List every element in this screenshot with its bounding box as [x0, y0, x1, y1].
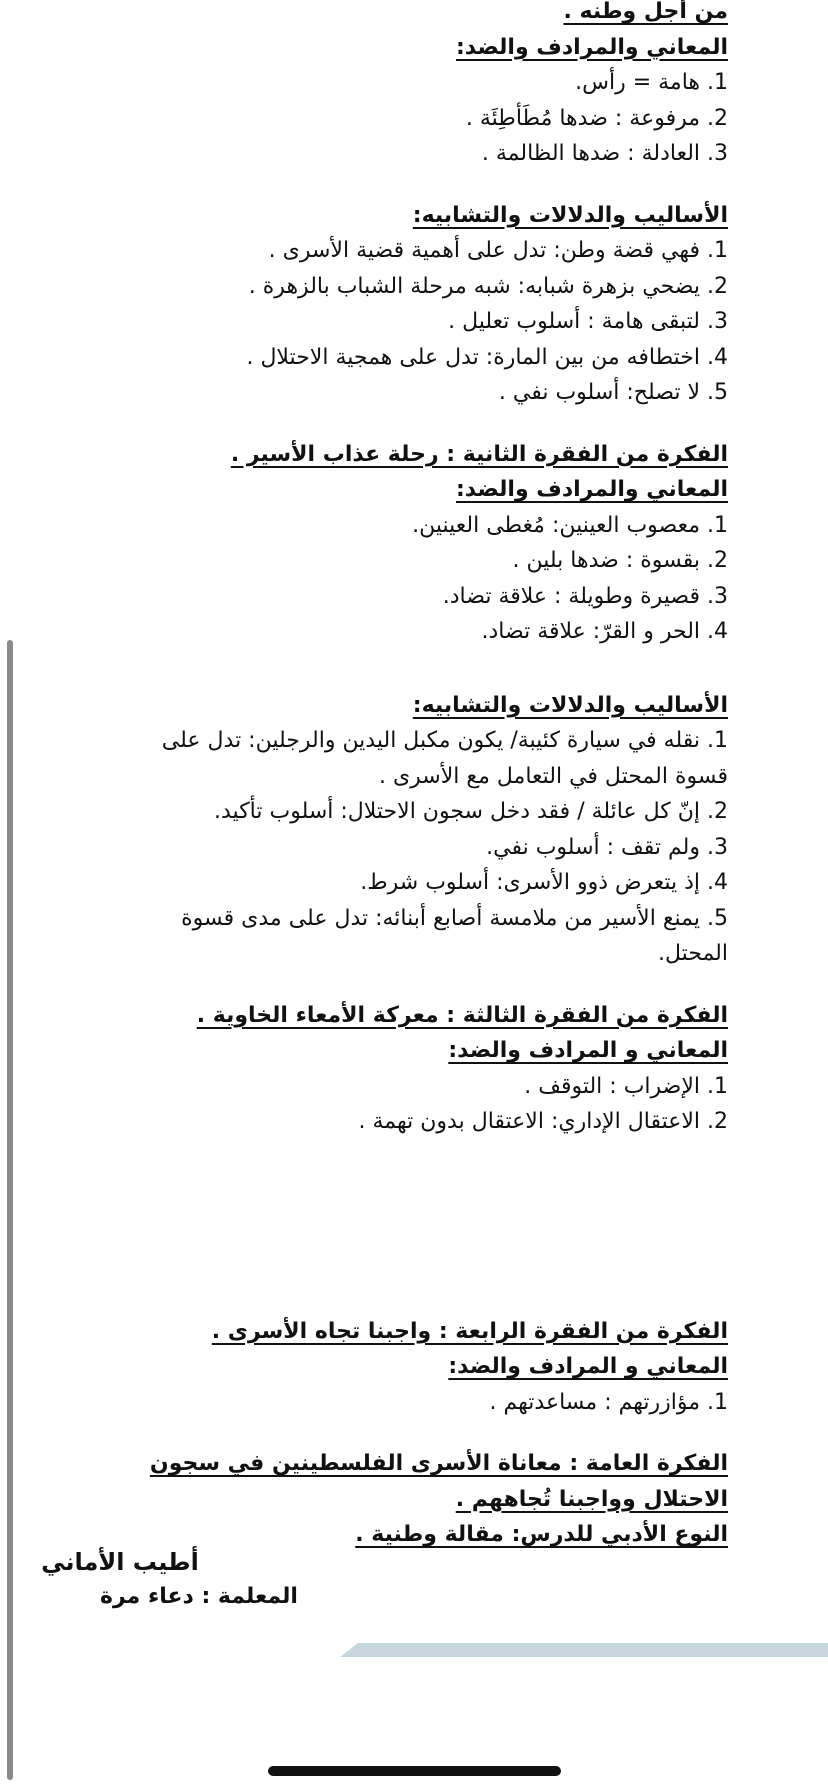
section-title: الفكرة من الفقرة الرابعة : واجبنا تجاه الأسرى . [211, 1318, 728, 1344]
section-heading: المعاني والمرادف والضد: [455, 477, 728, 502]
list-item-continued: المحتل. [657, 941, 728, 966]
teacher-signature: المعلمة : دعاء مرة [100, 1584, 298, 1609]
list-item: 2. الاعتقال الإداري: الاعتقال بدون تهمة . [358, 1109, 728, 1134]
section-heading: الأساليب والدلالات والتشابيه: [412, 202, 728, 228]
section-heading: المعاني و المرادف والضد: [448, 1038, 728, 1063]
document-body [88, 0, 728, 1553]
decorative-band [340, 1643, 828, 1657]
section-title: من أجل وطنه . [563, 0, 728, 24]
list-item: 3. قصيرة وطويلة : علاقة تضاد. [442, 583, 728, 609]
list-item: 1. نقله في سيارة كئيبة/ يكون مكبل اليدين والرجلين: تدل على [161, 728, 728, 753]
section-heading: المعاني والمرادف والضد: [455, 34, 728, 60]
list-item: 5. يمنع الأسير من ملامسة أصابع أبنائه: تدل على مدى قسوة [181, 905, 728, 931]
home-indicator[interactable] [268, 1766, 561, 1776]
scrollbar[interactable] [7, 640, 13, 1780]
section-title: الفكرة من الفقرة الثالثة : معركة الأمعاء الخاوية . [196, 1002, 728, 1028]
list-item: 1. الإضراب : التوقف . [524, 1073, 728, 1099]
list-item: 3. العادلة : ضدها الظالمة . [481, 141, 728, 166]
list-item: 2. إنّ كل عائلة / فقد دخل سجون الاحتلال: أسلوب تأكيد. [214, 799, 728, 824]
list-item: 4. الحر و القرّ: علاقة تضاد. [481, 619, 728, 644]
list-item: 1. مؤازرتهم : مساعدتهم . [489, 1389, 728, 1415]
list-item: 4. اختطافه من بين المارة: تدل على همجية الاحتلال . [246, 344, 728, 370]
list-item: 3. لتبقى هامة : أسلوب تعليل . [448, 309, 728, 334]
list-item: 3. ولم تقف : أسلوب نفي. [486, 834, 728, 860]
list-item-continued: قسوة المحتل في التعامل مع الأسرى . [378, 763, 728, 789]
closing-wish: أطيب الأماني [41, 1548, 199, 1576]
general-idea: الفكرة العامة : معاناة الأسرى الفلسطينين في سجون [149, 1451, 728, 1476]
section-heading: المعاني و المرادف والضد: [448, 1354, 728, 1379]
section-title: الفكرة من الفقرة الثانية : رحلة عذاب الأسير . [230, 441, 728, 467]
list-item: 1. معصوب العينين: مُغطى العينين. [412, 512, 728, 538]
literary-genre: النوع الأدبي للدرس: مقالة وطنية . [355, 1522, 728, 1547]
general-idea-continued: الاحتلال وواجبنا تُجاههم . [455, 1486, 728, 1512]
list-item: 2. مرفوعة : ضدها مُطَأطِئَة . [465, 105, 728, 131]
list-item: 2. يضحي بزهرة شبابه: شبه مرحلة الشباب بالزهرة . [248, 273, 728, 299]
list-item: 4. إذ يتعرض ذوو الأسرى: أسلوب شرط. [360, 870, 728, 895]
section-heading: الأساليب والدلالات والتشابيه: [412, 692, 728, 718]
list-item: 1. هامة = رأس. [575, 70, 728, 95]
list-item: 1. فهي قضة وطن: تدل على أهمية قضية الأسرى . [268, 238, 728, 263]
list-item: 5. لا تصلح: أسلوب نفي . [498, 380, 728, 405]
list-item: 2. بقسوة : ضدها بلين . [512, 548, 728, 573]
